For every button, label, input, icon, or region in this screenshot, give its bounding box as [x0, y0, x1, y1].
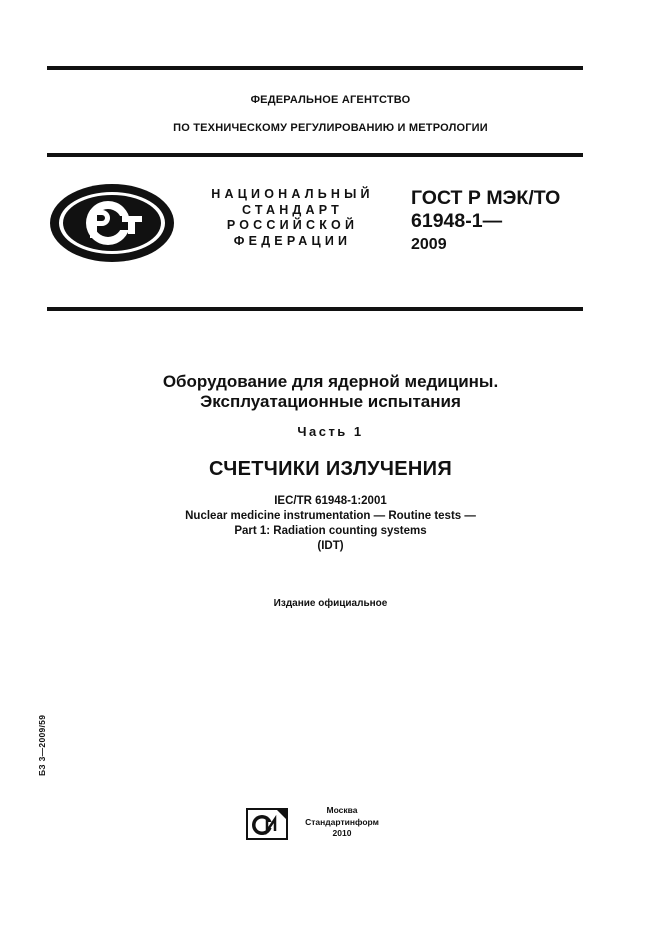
publisher-city: Москва — [326, 805, 358, 815]
document-part: Часть 1 — [297, 424, 364, 439]
publisher-name: Стандартинформ — [305, 816, 379, 827]
english-title-line-2: Part 1: Radiation counting systems — [234, 525, 427, 537]
standard-type-line: РОССИЙСКОЙ — [226, 218, 359, 232]
standard-designation — [411, 187, 560, 256]
designation-line-3: 2009 — [411, 236, 447, 253]
standard-type — [200, 187, 385, 249]
publisher-year: 2010 — [332, 828, 352, 838]
publisher-info — [292, 805, 392, 840]
standard-type-line: НАЦИОНАЛЬНЫЙ — [211, 187, 374, 201]
standard-type-line: ФЕДЕРАЦИИ — [233, 233, 352, 248]
top-rule — [47, 66, 583, 70]
agency-line-1: ФЕДЕРАЛЬНОЕ АГЕНТСТВО — [250, 94, 411, 106]
idt-marker: (IDT) — [317, 540, 344, 552]
designation-line-2: 61948-1— — [411, 210, 503, 232]
standartinform-logo-icon — [246, 808, 288, 840]
header-rule — [47, 153, 583, 157]
edition-label: Издание официальное — [273, 598, 388, 609]
document-subject: СЧЕТЧИКИ ИЗЛУЧЕНИЯ — [209, 458, 452, 480]
document-title-line-2: Эксплуатационные испытания — [200, 392, 461, 411]
agency-line-2: ПО ТЕХНИЧЕСКОМУ РЕГУЛИРОВАНИЮ И МЕТРОЛОГИИ — [173, 122, 488, 134]
side-code: БЗ 3—2009/59 — [37, 714, 47, 776]
iec-reference: IEC/TR 61948-1:2001 — [274, 495, 387, 507]
rst-certification-mark-icon — [48, 182, 176, 264]
standard-type-line: СТАНДАРТ — [242, 202, 343, 217]
english-title-line-1: Nuclear medicine instrumentation — Routine tests — — [185, 510, 476, 522]
document-title-line-1: Оборудование для ядерной медицины. — [162, 372, 499, 391]
designation-line-1: ГОСТ Р МЭК/ТО — [411, 187, 561, 209]
block-rule — [47, 307, 583, 311]
